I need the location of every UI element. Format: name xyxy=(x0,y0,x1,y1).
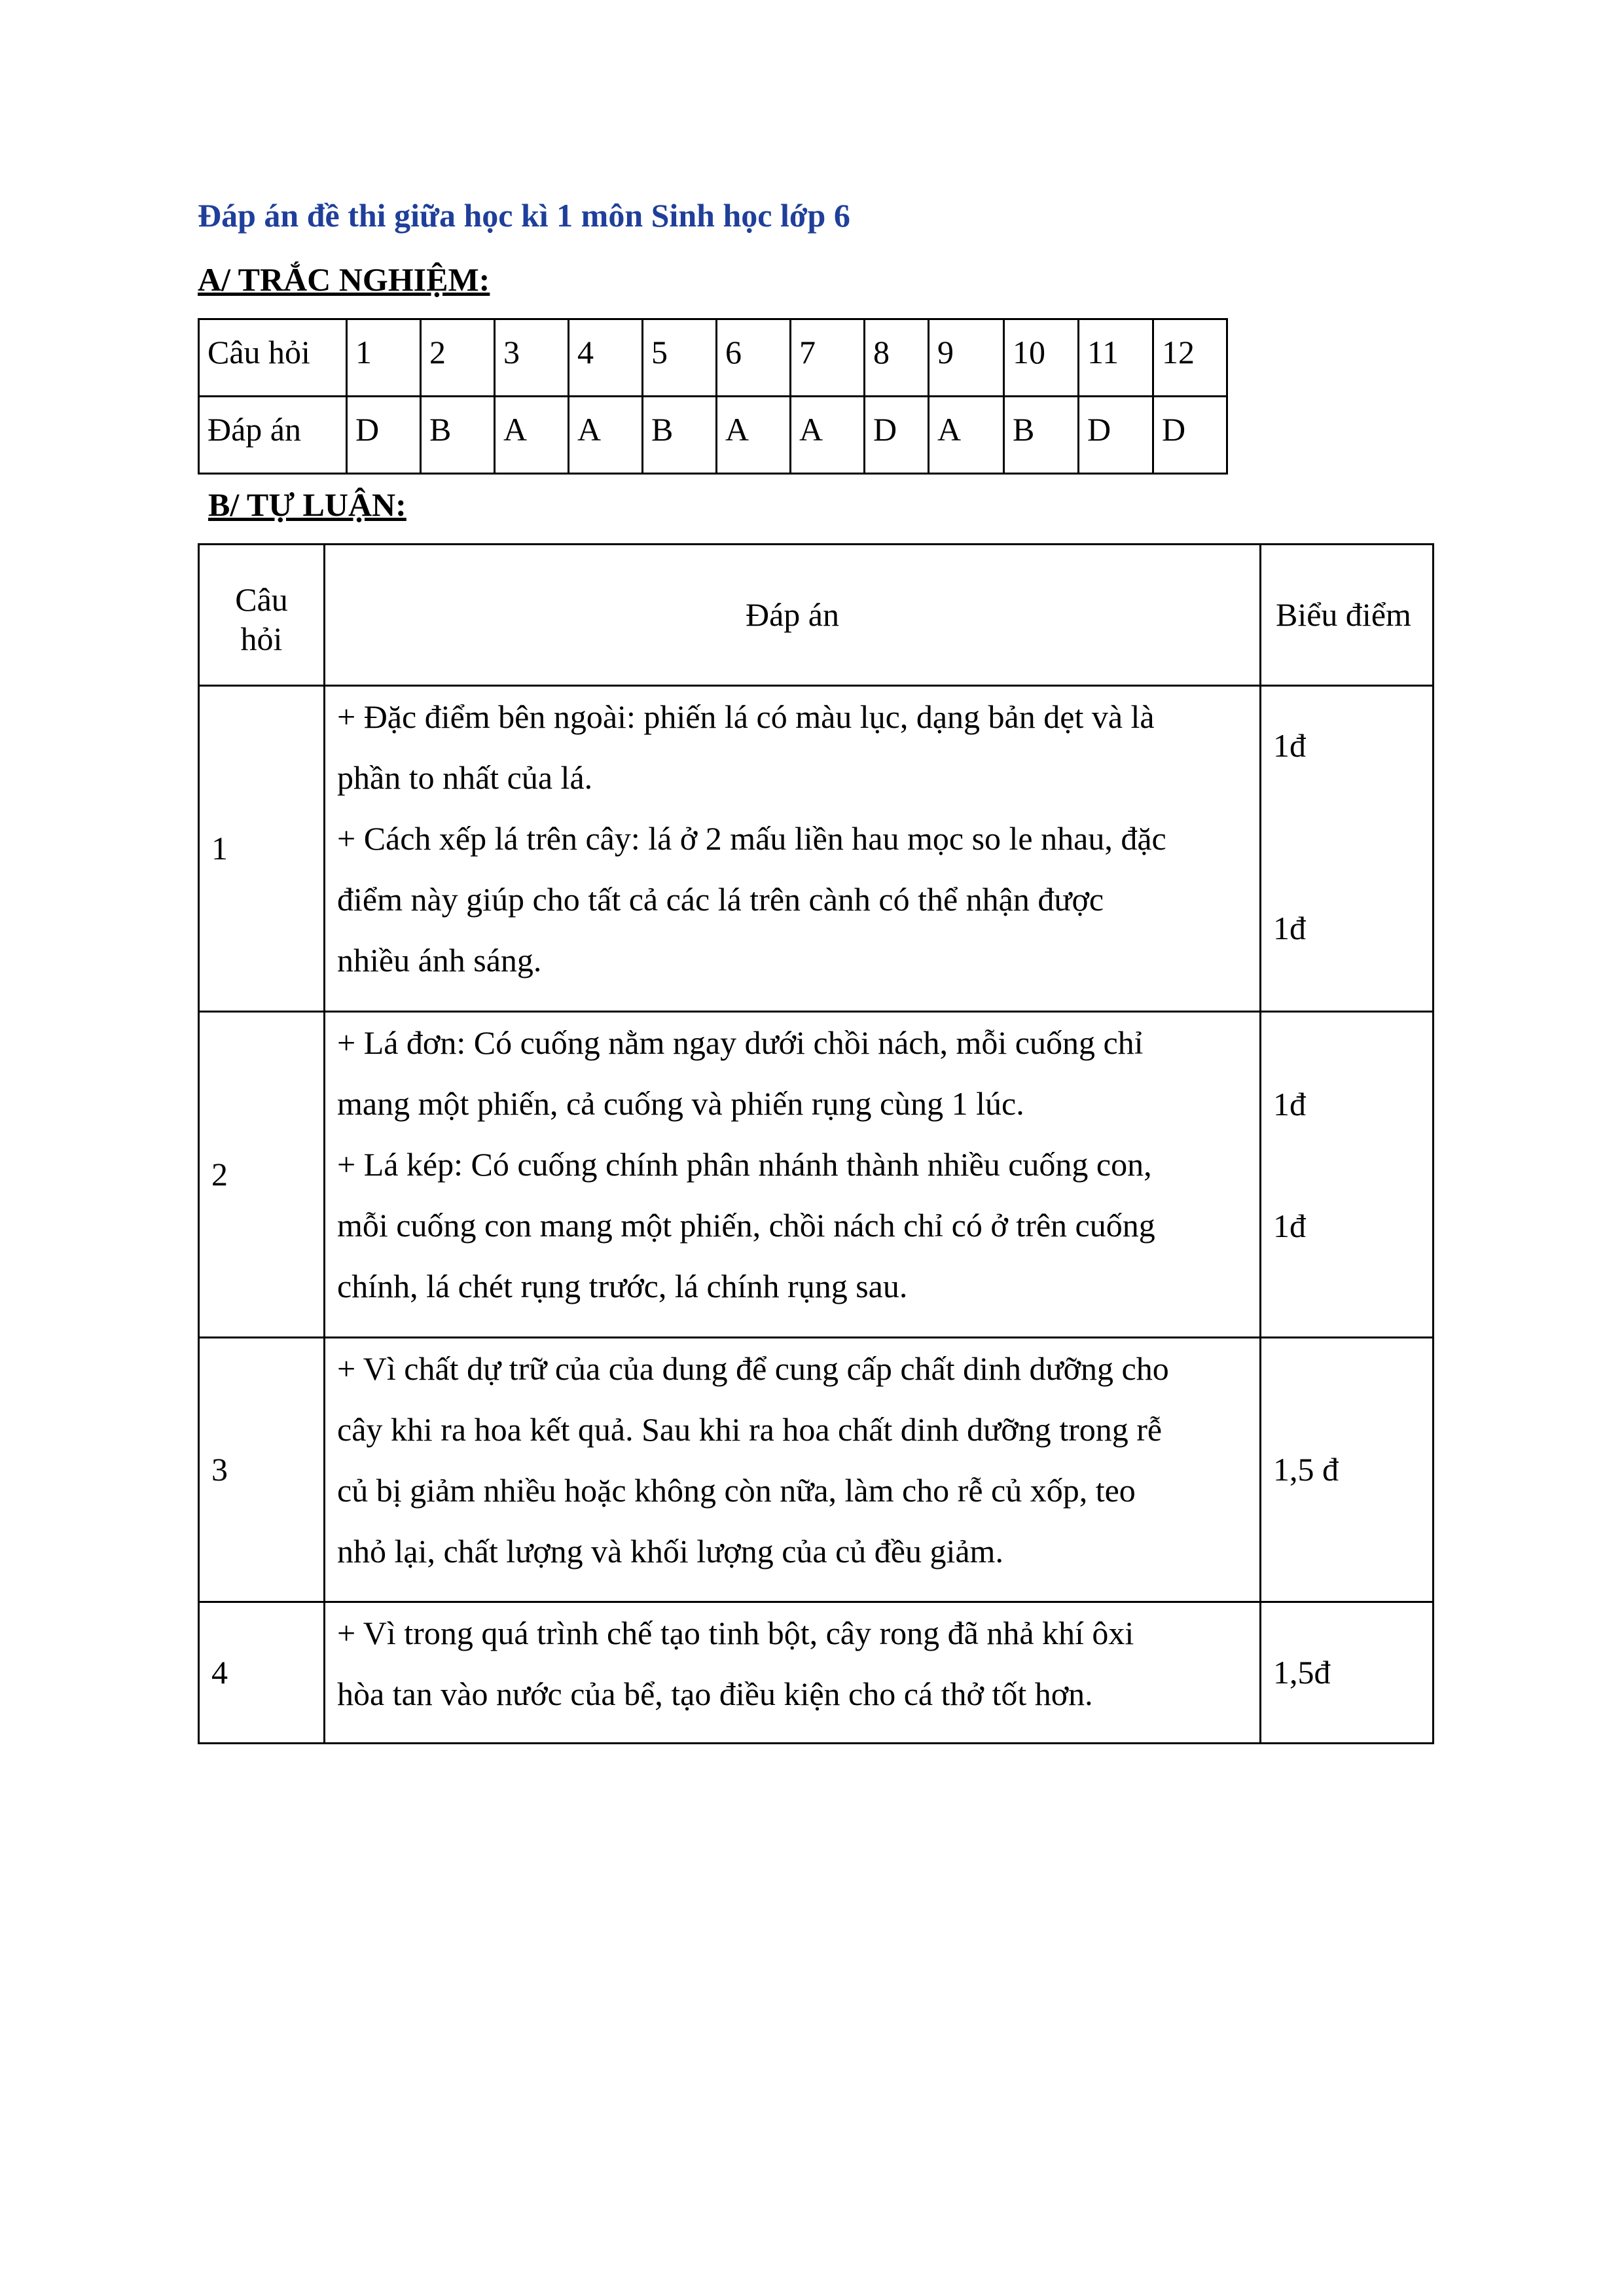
answer-letter: D xyxy=(1079,397,1153,474)
essay-row xyxy=(199,1012,1434,1338)
answer-line: hòa tan vào nước của bể, tạo điều kiện cho cá thở tốt hơn. xyxy=(337,1676,1093,1712)
header-question xyxy=(199,545,325,686)
answer-line: + Đặc điểm bên ngoài: phiến lá có màu lục, dạng bản dẹt và là xyxy=(337,698,1155,735)
essay-header-row xyxy=(199,545,1434,686)
row-label-answer: Đáp án xyxy=(199,397,347,474)
points-value: 1đ xyxy=(1273,1208,1306,1244)
answer-line: + Vì chất dự trữ của của dung để cung cấp chất dinh dưỡng cho xyxy=(337,1350,1169,1387)
question-number: 2 xyxy=(199,1012,325,1338)
row-label-question: Câu hỏi xyxy=(199,319,347,397)
question-number: 1 xyxy=(199,686,325,1012)
question-number: 6 xyxy=(717,319,791,397)
question-number: 3 xyxy=(199,1338,325,1602)
answer-letter: A xyxy=(495,397,569,474)
question-number-row xyxy=(199,319,1227,397)
page-title: Đáp án đề thi giữa học kì 1 môn Sinh học lớp 6 xyxy=(198,197,850,234)
section-multiple-choice-heading: A/ TRẮC NGHIỆM: xyxy=(198,261,490,298)
answer-line: cây khi ra hoa kết quả. Sau khi ra hoa chất dinh dưỡng trong rễ xyxy=(337,1411,1163,1448)
answer-letter: A xyxy=(791,397,865,474)
question-number: 9 xyxy=(929,319,1004,397)
answer-line: mỗi cuống con mang một phiến, chồi nách chỉ có ở trên cuống xyxy=(337,1207,1155,1244)
answer-text xyxy=(325,1012,1261,1338)
answer-letter: B xyxy=(1004,397,1079,474)
answer-row xyxy=(199,397,1227,474)
question-number: 5 xyxy=(643,319,717,397)
points-value: 1đ xyxy=(1273,1086,1306,1122)
essay-row xyxy=(199,1338,1434,1602)
answer-text xyxy=(325,1338,1261,1602)
header-question-line: hỏi xyxy=(240,620,283,657)
answer-line: + Lá đơn: Có cuống nằm ngay dưới chồi nách, mỗi cuống chỉ xyxy=(337,1024,1144,1061)
answer-letter: D xyxy=(1153,397,1227,474)
question-number: 11 xyxy=(1079,319,1153,397)
answer-letter: B xyxy=(421,397,495,474)
question-number: 4 xyxy=(569,319,643,397)
answer-letter: D xyxy=(865,397,929,474)
points-cell xyxy=(1261,1338,1434,1602)
answer-line: nhiều ánh sáng. xyxy=(337,942,542,978)
points-cell xyxy=(1261,686,1434,1012)
answer-line: điểm này giúp cho tất cả các lá trên cành có thể nhận được xyxy=(337,881,1104,918)
answer-line: nhỏ lại, chất lượng và khối lượng của củ đều giảm. xyxy=(337,1533,1003,1570)
essay-row xyxy=(199,686,1434,1012)
answer-line: phần to nhất của lá. xyxy=(337,759,593,796)
points-cell xyxy=(1261,1602,1434,1744)
header-answer: Đáp án xyxy=(325,545,1261,686)
answer-letter: D xyxy=(347,397,421,474)
essay-answer-table xyxy=(198,543,1434,1744)
multiple-choice-answer-table xyxy=(198,318,1228,475)
answer-line: + Vì trong quá trình chế tạo tinh bột, cây rong đã nhả khí ôxi xyxy=(337,1615,1134,1651)
question-number: 10 xyxy=(1004,319,1079,397)
header-points: Biểu điểm xyxy=(1261,545,1434,686)
answer-line: + Cách xếp lá trên cây: lá ở 2 mấu liền hau mọc so le nhau, đặc xyxy=(337,820,1166,857)
question-number: 3 xyxy=(495,319,569,397)
header-question-line: Câu xyxy=(235,581,288,618)
question-number: 8 xyxy=(865,319,929,397)
answer-line: chính, lá chét rụng trước, lá chính rụng sau. xyxy=(337,1268,908,1304)
answer-line: củ bị giảm nhiều hoặc không còn nữa, làm cho rễ củ xốp, teo xyxy=(337,1472,1136,1509)
points-value: 1đ xyxy=(1273,727,1306,764)
question-number: 1 xyxy=(347,319,421,397)
answer-letter: A xyxy=(929,397,1004,474)
question-number: 7 xyxy=(791,319,865,397)
answer-text xyxy=(325,686,1261,1012)
question-number: 12 xyxy=(1153,319,1227,397)
question-number: 2 xyxy=(421,319,495,397)
essay-row xyxy=(199,1602,1434,1744)
answer-line: + Lá kép: Có cuống chính phân nhánh thành nhiều cuống con, xyxy=(337,1146,1152,1183)
answer-line: mang một phiến, cả cuống và phiến rụng cùng 1 lúc. xyxy=(337,1085,1024,1122)
answer-text xyxy=(325,1602,1261,1744)
question-number: 4 xyxy=(199,1602,325,1744)
points-value: 1,5đ xyxy=(1273,1654,1331,1691)
points-value: 1,5 đ xyxy=(1273,1451,1339,1488)
points-value: 1đ xyxy=(1273,910,1306,946)
points-cell xyxy=(1261,1012,1434,1338)
answer-letter: B xyxy=(643,397,717,474)
answer-letter: A xyxy=(569,397,643,474)
answer-letter: A xyxy=(717,397,791,474)
section-essay-heading: B/ TỰ LUẬN: xyxy=(208,486,406,523)
